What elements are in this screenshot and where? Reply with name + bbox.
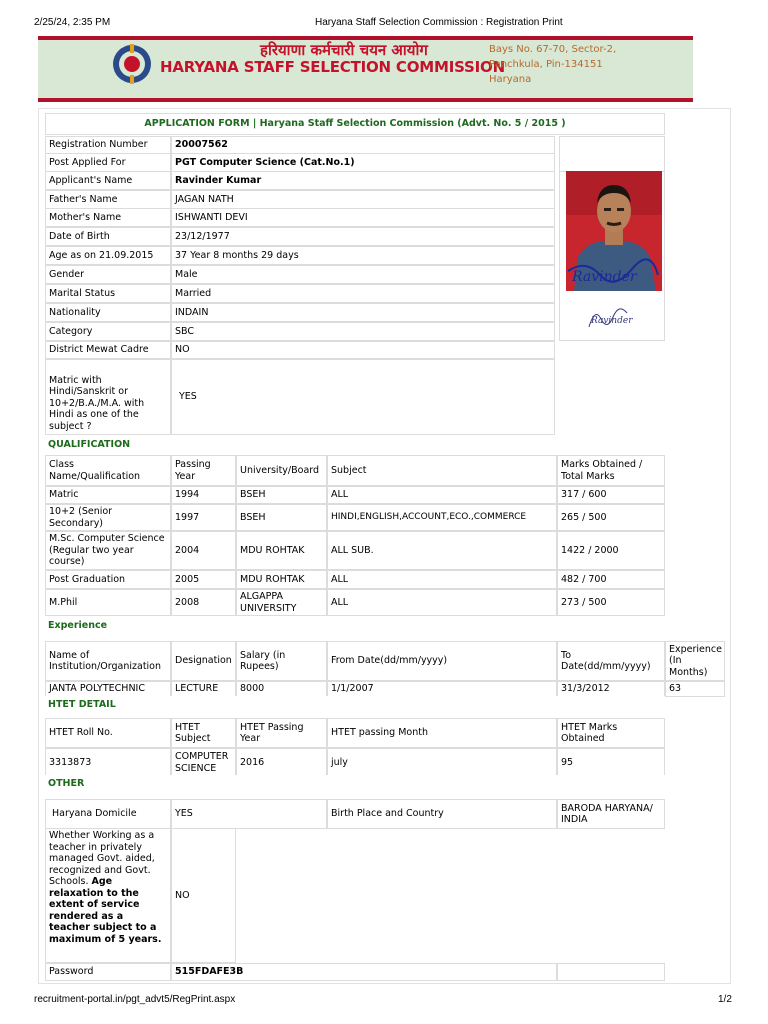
address-line: Bays No. 67-70, Sector-2,: [489, 44, 617, 55]
qualification-cell: 2008: [171, 589, 236, 616]
mother-name-value: ISHWANTI DEVI: [171, 208, 555, 227]
nationality-value: INDAIN: [171, 303, 555, 322]
domicile-value: YES: [171, 799, 327, 829]
birth-place-label: Birth Place and Country: [327, 799, 557, 829]
qualification-cell: Matric: [45, 486, 171, 504]
registration-number-label: Registration Number: [45, 136, 171, 154]
post-applied-value: PGT Computer Science (Cat.No.1): [171, 153, 555, 172]
matric-hindi-value: YES: [171, 359, 555, 435]
experience-header: Experience (In Months): [665, 641, 725, 681]
print-title: Haryana Staff Selection Commission : Registration Print: [315, 17, 563, 28]
experience-cell: 8000: [236, 681, 327, 697]
banner-bottom-stripe: [38, 98, 693, 102]
htet-cell: 2016: [236, 748, 327, 777]
qualification-cell: BSEH: [236, 504, 327, 531]
experience-cell: 63: [665, 681, 725, 697]
htet-header: HTET Marks Obtained: [557, 718, 665, 748]
teacher-working-text: Whether Working as a teacher in privately managed Govt. aided, recognized and Govt. Schools.: [49, 830, 155, 887]
mewat-value: NO: [171, 341, 555, 359]
qualification-cell: 482 / 700: [557, 570, 665, 589]
father-name-label: Father's Name: [45, 190, 171, 209]
mother-name-label: Mother's Name: [45, 208, 171, 227]
print-footer: [0, 994, 768, 1008]
qualification-cell: ALL SUB.: [327, 531, 557, 570]
registration-form: [38, 108, 731, 984]
htet-header: HTET Subject: [171, 718, 236, 748]
applicant-name-label: Applicant's Name: [45, 171, 171, 190]
applicant-photo: [566, 171, 662, 291]
post-applied-label: Post Applied For: [45, 153, 171, 172]
htet-header: HTET Passing Year: [236, 718, 327, 748]
applicant-signature: [579, 299, 639, 335]
other-section-label: OTHER: [45, 775, 665, 793]
signature-text: Ravinder: [591, 316, 633, 326]
qualification-cell: 1997: [171, 504, 236, 531]
photo-top-cell: [559, 136, 665, 172]
htet-cell: july: [327, 748, 557, 777]
teacher-working-value: NO: [171, 828, 236, 963]
mewat-label: District Mewat Cadre: [45, 341, 171, 359]
htet-header: HTET Roll No.: [45, 718, 171, 748]
category-value: SBC: [171, 322, 555, 341]
qualification-cell: ALL: [327, 589, 557, 616]
htet-section-label: HTET DETAIL: [45, 696, 665, 714]
age-relaxation-text: Age relaxation to the extent of service rendered as a teacher subject to a maximum of 5 years.: [49, 876, 162, 945]
age-label: Age as on 21.09.2015: [45, 246, 171, 265]
qualification-cell: ALGAPPA UNIVERSITY: [236, 589, 327, 616]
qualification-cell: 2004: [171, 531, 236, 570]
experience-header: To Date(dd/mm/yyyy): [557, 641, 665, 681]
htet-header: HTET passing Month: [327, 718, 557, 748]
age-value: 37 Year 8 months 29 days: [171, 246, 555, 265]
gender-value: Male: [171, 265, 555, 284]
registration-number-value: 20007562: [171, 136, 555, 154]
experience-cell: JANTA POLYTECHNIC: [45, 681, 171, 697]
birth-place-value: BARODA HARYANA/ INDIA: [557, 799, 665, 829]
category-label: Category: [45, 322, 171, 341]
teacher-working-label: [45, 828, 171, 963]
haryana-emblem-icon: [110, 42, 154, 86]
dob-value: 23/12/1977: [171, 227, 555, 246]
qualification-cell: 10+2 (Senior Secondary): [45, 504, 171, 531]
experience-header: From Date(dd/mm/yyyy): [327, 641, 557, 681]
banner-address: [489, 42, 616, 87]
qualification-header: Passing Year: [171, 455, 236, 486]
experience-cell: 31/3/2012: [557, 681, 665, 697]
photo-signature-text: Ravinder: [572, 269, 637, 285]
dob-label: Date of Birth: [45, 227, 171, 246]
address-line: Panchkula, Pin-134151: [489, 59, 603, 70]
print-datetime: 2/25/24, 2:35 PM: [34, 17, 111, 28]
htet-cell: 95: [557, 748, 665, 777]
banner-english-title: HARYANA STAFF SELECTION COMMISSION: [160, 58, 505, 76]
marital-label: Marital Status: [45, 284, 171, 303]
qualification-header: Class Name/Qualification: [45, 455, 171, 486]
qualification-cell: 265 / 500: [557, 504, 665, 531]
qualification-cell: M.Sc. Computer Science (Regular two year course): [45, 531, 171, 570]
qualification-header: Marks Obtained / Total Marks: [557, 455, 665, 486]
experience-cell: 1/1/2007: [327, 681, 557, 697]
nationality-label: Nationality: [45, 303, 171, 322]
domicile-label: Haryana Domicile: [45, 799, 171, 829]
qualification-cell: BSEH: [236, 486, 327, 504]
qualification-cell: HINDI,ENGLISH,ACCOUNT,ECO.,COMMERCE: [327, 504, 557, 531]
htet-cell: 3313873: [45, 748, 171, 777]
qualification-cell: 1994: [171, 486, 236, 504]
qualification-cell: M.Phil: [45, 589, 171, 616]
password-empty-cell: [557, 963, 665, 981]
gender-label: Gender: [45, 265, 171, 284]
marital-value: Married: [171, 284, 555, 303]
print-header: [0, 17, 768, 31]
qualification-cell: ALL: [327, 570, 557, 589]
qualification-cell: 1422 / 2000: [557, 531, 665, 570]
qualification-cell: MDU ROHTAK: [236, 570, 327, 589]
banner-hindi-title: हरियाणा कर्मचारी चयन आयोग: [260, 41, 428, 59]
qualification-cell: 273 / 500: [557, 589, 665, 616]
father-name-value: JAGAN NATH: [171, 190, 555, 209]
qualification-cell: 317 / 600: [557, 486, 665, 504]
password-value: 515FDAFE3B: [171, 963, 557, 981]
applicant-name-value: Ravinder Kumar: [171, 171, 555, 190]
qualification-cell: MDU ROHTAK: [236, 531, 327, 570]
password-label: Password: [45, 963, 171, 981]
qualification-cell: Post Graduation: [45, 570, 171, 589]
page-number: 1/2: [718, 994, 732, 1005]
form-title: APPLICATION FORM | Haryana Staff Selection Commission (Advt. No. 5 / 2015 ): [45, 113, 665, 135]
matric-hindi-label: Matric with Hindi/Sanskrit or 10+2/B.A./M.A. with Hindi as one of the subject ?: [45, 359, 171, 435]
hssc-banner: [38, 36, 693, 102]
experience-header: Salary (in Rupees): [236, 641, 327, 681]
htet-cell: COMPUTER SCIENCE: [171, 748, 236, 777]
address-line: Haryana: [489, 74, 532, 85]
qualification-section-label: QUALIFICATION: [45, 436, 665, 454]
experience-cell: LECTURE: [171, 681, 236, 697]
experience-header: Name of Institution/Organization: [45, 641, 171, 681]
qualification-header: Subject: [327, 455, 557, 486]
qualification-cell: 2005: [171, 570, 236, 589]
experience-header: Designation: [171, 641, 236, 681]
print-url: recruitment-portal.in/pgt_advt5/RegPrint.aspx: [34, 994, 236, 1005]
qualification-cell: ALL: [327, 486, 557, 504]
experience-section-label: Experience: [45, 617, 665, 635]
qualification-header: University/Board: [236, 455, 327, 486]
